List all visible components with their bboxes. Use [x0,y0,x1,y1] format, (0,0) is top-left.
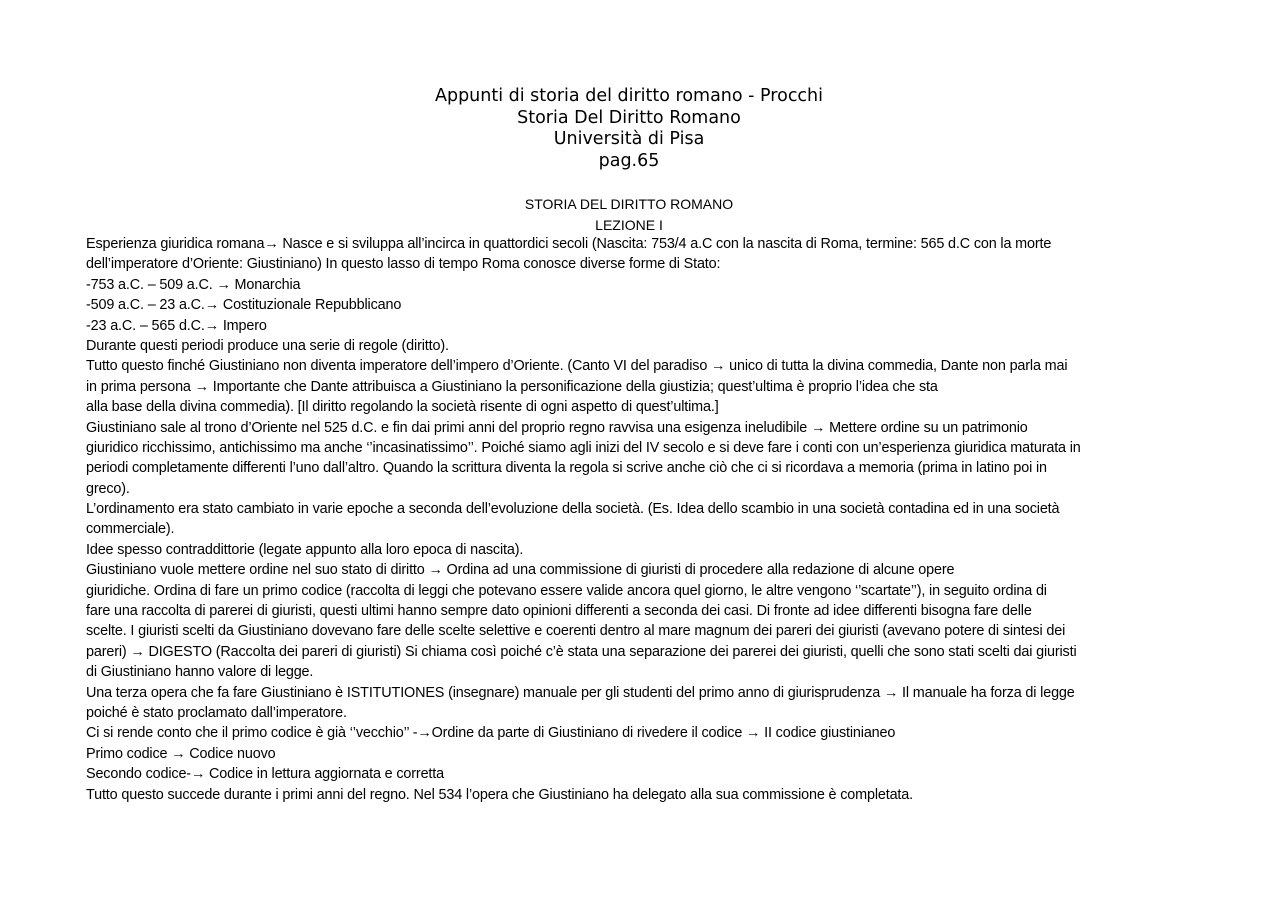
body-line: Esperienza giuridica romana→ Nasce e si sviluppa all’incirca in quattordici secoli (Nascita: 753/4 a.C con la nascita di Roma, termine: 565 d.C con la morte [86,236,1052,252]
body-line: -753 a.C. – 509 a.C. → Monarchia [86,276,301,293]
body-line: commerciale). [86,521,175,538]
body-line: dell’imperatore d’Oriente: Giustiniano) In questo lasso di tempo Roma conosce diverse forme di Stato: [86,256,721,273]
section-heading [0,194,1258,235]
header-line-page: pag.65 [598,150,660,171]
body-line: fare una raccolta di parerei di giuristi, questi ultimi hanno sempre dato opinioni differenti a seconda dei casi. Di fronte ad idee differenti bisogna fare delle [86,603,1032,620]
body-line: giuridico ricchissimo, antichissimo ma anche ‘’incasinatissimo’’. Poiché siamo agli inizi del IV secolo e si deve fare i conti con un’esperienza giuridica maturata in [86,439,1081,456]
body-line: Giustiniano sale al trono d’Oriente nel 525 d.C. e fin dai primi anni del proprio regno ravvisa una esigenza ineludibile → Mettere ordine su un patrimonio [86,419,1028,436]
body-line: greco). [86,480,130,497]
body-line: Idee spesso contraddittorie (legate appunto alla loro epoca di nascita). [86,541,524,558]
body-line: L’ordinamento era stato cambiato in varie epoche a seconda dell’evoluzione della società. (Es. Idea dello scambio in una società contadina ed in una società [86,501,1060,518]
body-line: Durante questi periodi produce una serie di regole (diritto). [86,337,449,354]
header-line-university: Università di Pisa [553,129,705,149]
body-line: Una terza opera che fa fare Giustiniano è ISTITUTIONES (insegnare) manuale per gli studenti del primo anno di giurisprudenza → Il manuale ha forza di legge [86,684,1075,701]
body-line: scelte. I giuristi scelti da Giustiniano dovevano fare delle scelte selettive e coerenti dentro al mare magnum dei pareri dei giuristi (avevano potere di sintesi dei [86,623,1066,640]
body-line: alla base della divina commedia). [Il diritto regolando la società risente di ogni aspetto di quest’ultima.] [86,399,719,416]
body-line: -23 a.C. – 565 d.C.→ Impero [86,317,267,334]
body-line: pareri) → DIGESTO (Raccolta dei pareri di giuristi) Si chiama così poiché c’è stata una separazione dei parerei dei giuristi, quelli che sono stati scelti dai giuristi [86,643,1077,660]
section-title: STORIA DEL DIRITTO ROMANO [524,196,734,212]
document-header [0,86,1258,172]
body-line: periodi completamente differenti l’uno dall’altro. Quando la scrittura diventa la regola si scrive anche ciò che ci si ricordava a memoria (prima in latino poi in [86,460,1047,477]
header-line-title: Appunti di storia del diritto romano - Procchi [434,86,824,106]
body-line: giuridiche. Ordina di fare un primo codice (raccolta di leggi che potevano essere valide ancora quel giorno, le altre vengono ‘’scartate’’), in seguito ordina di [86,582,1047,599]
body-line: in prima persona → Importante che Dante attribuisca a Giustiniano la personificazione della giustizia; quest’ultima è proprio l’idea che sta [86,378,938,395]
body-line: Secondo codice-→ Codice in lettura aggiornata e corretta [86,766,444,783]
body-line: Tutto questo finché Giustiniano non diventa imperatore dell’impero d’Oriente. (Canto VI del paradiso → unico di tutta la divina commedia, Dante non parla mai [86,358,1068,375]
body-text [86,234,1196,805]
body-line: poiché è stato proclamato dall’imperatore. [86,704,347,721]
body-line: di Giustiniano hanno valore di legge. [86,664,314,681]
lesson-title: LEZIONE I [595,216,663,233]
header-line-course: Storia Del Diritto Romano [517,107,741,128]
body-line: Ci si rende conto che il primo codice è già ‘’vecchio’’ -→Ordine da parte di Giustiniano di rivedere il codice → II codice giustinianeo [86,725,896,742]
body-line: Tutto questo succede durante i primi anni del regno. Nel 534 l’opera che Giustiniano ha delegato alla sua commissione è completata. [86,786,913,803]
body-line: Primo codice → Codice nuovo [86,745,276,762]
body-line: Giustiniano vuole mettere ordine nel suo stato di diritto → Ordina ad una commissione di giuristi di procedere alla redazione di alcune opere [86,562,955,579]
body-line: -509 a.C. – 23 a.C.→ Costituzionale Repubblicano [86,297,402,314]
